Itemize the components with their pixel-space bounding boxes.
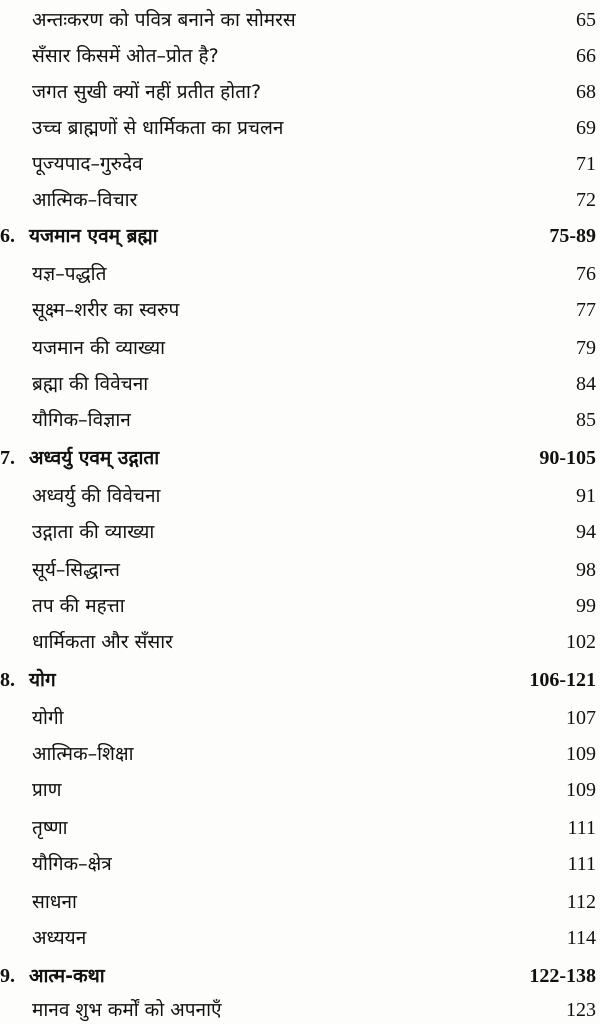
entry-page: 102 <box>566 631 596 653</box>
toc-entry <box>0 2 600 38</box>
chapter-page-range: 122-138 <box>529 965 596 987</box>
chapter-page-range: 75-89 <box>549 225 596 247</box>
chapter-heading <box>0 218 158 254</box>
toc-entry <box>0 38 600 74</box>
entry-page: 114 <box>566 927 596 949</box>
entry-page: 76 <box>576 263 596 285</box>
entry-title: तप की महत्ता <box>32 595 125 617</box>
toc-entry <box>0 402 600 438</box>
entry-title: यज्ञ–पद्धति <box>32 263 107 285</box>
toc-entry <box>0 920 600 956</box>
entry-title: प्राण <box>32 779 62 801</box>
toc-entry <box>0 74 600 110</box>
toc-entry <box>0 736 600 772</box>
toc-entry <box>0 552 600 588</box>
entry-page: 94 <box>576 521 596 543</box>
entry-page: 65 <box>576 9 596 31</box>
entry-page: 68 <box>576 81 596 103</box>
entry-title: यौगिक–क्षेत्र <box>32 853 112 875</box>
entry-title: जगत सुखी क्यों नहीं प्रतीत होता? <box>32 81 262 103</box>
entry-page: 69 <box>576 117 596 139</box>
entry-title: यजमान की व्याख्या <box>32 337 166 359</box>
chapter-title: योग <box>29 669 56 691</box>
toc-entry <box>0 146 600 182</box>
entry-title: धार्मिकता और सँसार <box>32 631 173 653</box>
entry-page: 123 <box>566 999 596 1021</box>
chapter-number: 8. <box>0 669 15 691</box>
chapter-heading <box>0 440 159 476</box>
toc-entry <box>0 366 600 402</box>
entry-title: उच्च ब्राह्मणों से धार्मिकता का प्रचलन <box>32 117 284 139</box>
entry-page: 107 <box>566 707 596 729</box>
entry-page: 98 <box>576 559 596 581</box>
entry-title: आत्मिक–विचार <box>32 189 138 211</box>
toc-entry <box>0 110 600 146</box>
entry-title: सँसार किसमें ओत–प्रोत है? <box>32 45 219 67</box>
chapter-title: आत्म-कथा <box>29 965 105 987</box>
entry-page: 85 <box>576 409 596 431</box>
toc-entry <box>0 992 600 1028</box>
chapter-page-range: 106-121 <box>529 669 596 691</box>
toc-chapter <box>0 662 600 698</box>
entry-title: अन्तःकरण को पवित्र बनाने का सोमरस <box>32 9 296 31</box>
toc-entry <box>0 330 600 366</box>
entry-title: योगी <box>32 707 64 729</box>
entry-page: 109 <box>566 779 596 801</box>
entry-title: साधना <box>32 891 77 913</box>
entry-title: यौगिक–विज्ञान <box>32 409 131 431</box>
toc-entry <box>0 810 600 846</box>
entry-page: 112 <box>566 891 596 913</box>
entry-title: पूज्यपाद–गुरुदेव <box>32 153 143 175</box>
entry-title: तृष्णा <box>32 817 68 839</box>
chapter-number: 6. <box>0 225 15 247</box>
toc-entry <box>0 846 600 882</box>
entry-page: 99 <box>576 595 596 617</box>
entry-title: अध्ययन <box>32 927 87 949</box>
entry-title: ब्रह्मा की विवेचना <box>32 373 149 395</box>
entry-title: आत्मिक–शिक्षा <box>32 743 134 765</box>
entry-page: 77 <box>576 299 596 321</box>
entry-page: 91 <box>576 485 596 507</box>
toc-chapter <box>0 440 600 476</box>
entry-title: सूक्ष्म–शरीर का स्वरुप <box>32 299 180 321</box>
chapter-number: 9. <box>0 965 15 987</box>
chapter-page-range: 90-105 <box>539 447 596 469</box>
entry-page: 111 <box>567 853 596 875</box>
entry-page: 72 <box>576 189 596 211</box>
entry-page: 111 <box>567 817 596 839</box>
toc-entry <box>0 478 600 514</box>
entry-page: 66 <box>576 45 596 67</box>
toc-entry <box>0 292 600 328</box>
toc-entry <box>0 514 600 550</box>
toc-entry <box>0 700 600 736</box>
entry-page: 109 <box>566 743 596 765</box>
toc-entry <box>0 772 600 808</box>
toc-entry <box>0 624 600 660</box>
entry-page: 79 <box>576 337 596 359</box>
chapter-title: यजमान एवम् ब्रह्मा <box>29 225 158 247</box>
toc-entry <box>0 588 600 624</box>
chapter-heading <box>0 662 56 698</box>
toc-entry <box>0 884 600 920</box>
chapter-number: 7. <box>0 447 15 469</box>
entry-title: सूर्य–सिद्धान्त <box>32 559 120 581</box>
entry-page: 71 <box>576 153 596 175</box>
toc-entry <box>0 182 600 218</box>
entry-title: उद्गाता की व्याख्या <box>32 521 155 543</box>
entry-title: अध्वर्यु की विवेचना <box>32 485 161 507</box>
toc-chapter <box>0 958 600 994</box>
entry-page: 84 <box>576 373 596 395</box>
chapter-heading <box>0 958 105 994</box>
toc-entry <box>0 256 600 292</box>
entry-title: मानव शुभ कर्मों को अपनाएँ <box>32 999 222 1021</box>
chapter-title: अध्वर्यु एवम् उद्गाता <box>29 447 160 469</box>
toc-chapter <box>0 218 600 254</box>
